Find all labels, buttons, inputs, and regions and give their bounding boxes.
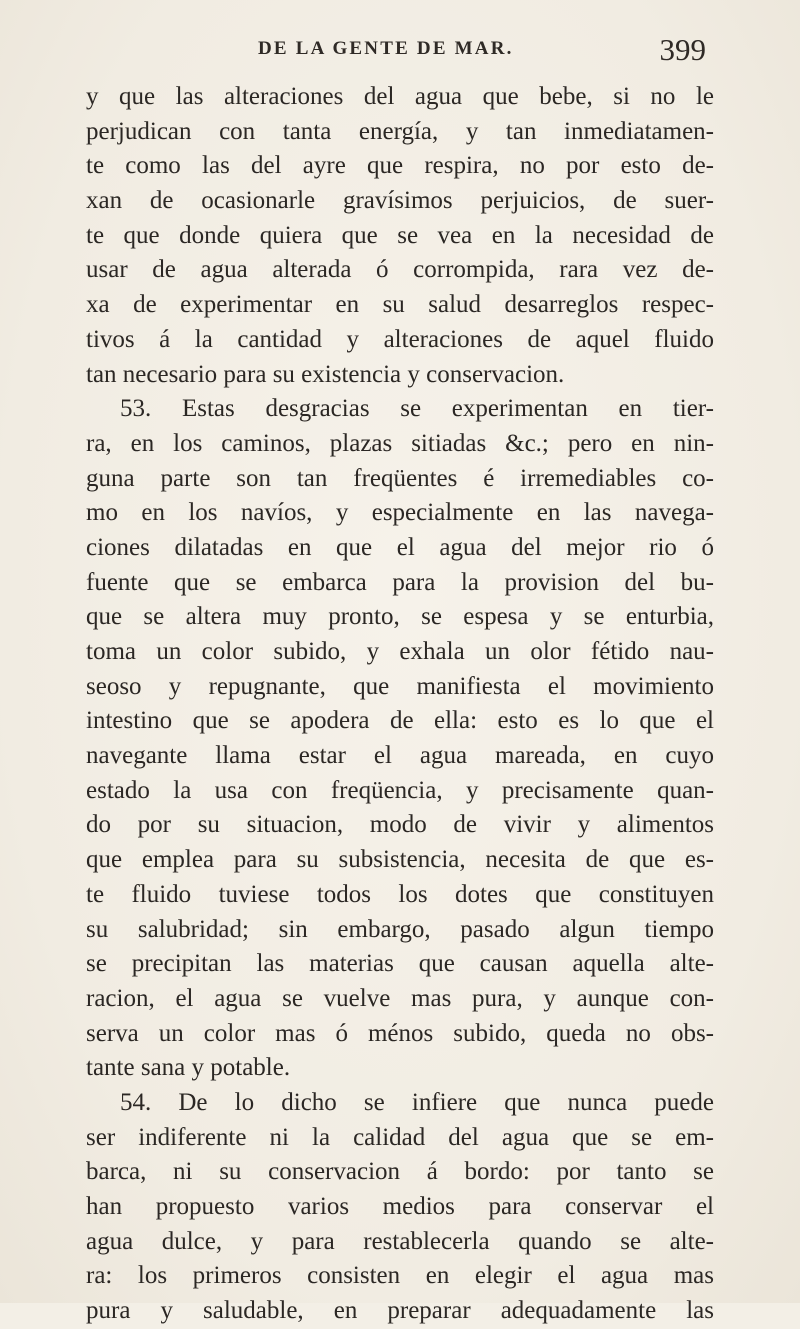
text-line: han propuesto varios medios para conservar el bbox=[86, 1193, 714, 1220]
text-line: intestino que se apodera de ella: esto es lo que el bbox=[86, 707, 714, 735]
text-line: que emplea para su subsistencia, necesita de que es- bbox=[86, 846, 714, 874]
paragraph-54-start: 54. De lo dicho se infiere que nunca puede bbox=[120, 1088, 714, 1116]
paragraph-53-start: 53. Estas desgracias se experimentan en tier- bbox=[120, 395, 714, 423]
text-line: xa de experimentar en su salud desarreglos respec- bbox=[86, 291, 714, 319]
text-line: se precipitan las materias que causan aquella alte- bbox=[86, 950, 714, 978]
text-line: perjudican con tanta energía, y tan inmediatamen- bbox=[86, 117, 714, 145]
text-line: te que donde quiera que se vea en la necesidad de bbox=[86, 221, 714, 249]
text-line: tivos á la cantidad y alteraciones de aquel fluido bbox=[86, 325, 714, 353]
text-line: que se altera muy pronto, se espesa y se enturbia, bbox=[86, 603, 714, 631]
text-line: te fluido tuviese todos los dotes que constituyen bbox=[86, 880, 714, 908]
text-line: mo en los navíos, y especialmente en las navega- bbox=[86, 499, 714, 527]
text-line: tante sana y potable. bbox=[86, 1054, 291, 1082]
text-line: estado la usa con freqüencia, y precisamente quan- bbox=[86, 776, 714, 804]
text-line: tan necesario para su existencia y conservacion. bbox=[86, 360, 565, 388]
text-line: agua dulce, y para restablecerla quando se alte- bbox=[86, 1227, 714, 1255]
text-line: xan de ocasionarle gravísimos perjuicios, de suer- bbox=[86, 187, 714, 215]
text-line: ser indiferente ni la calidad del agua que se em- bbox=[86, 1123, 714, 1151]
text-line: serva un color mas ó ménos subido, queda no obs- bbox=[86, 1019, 714, 1047]
text-line: racion, el agua se vuelve mas pura, y aunque con- bbox=[86, 984, 714, 1012]
text-line: su salubridad; sin embargo, pasado algun tiempo bbox=[86, 915, 714, 943]
text-line: fuente que se embarca para la provision del bu- bbox=[86, 568, 714, 596]
text-line: ra: los primeros consisten en elegir el agua mas bbox=[86, 1262, 714, 1290]
text-line: te como las del ayre que respira, no por esto de- bbox=[86, 152, 714, 180]
running-head: DE LA GENTE DE MAR. bbox=[258, 38, 514, 59]
text-line: guna parte son tan freqüentes é irremediables co- bbox=[86, 464, 714, 492]
text-line: seoso y repugnante, que manifiesta el movimiento bbox=[86, 672, 714, 700]
text-line: usar de agua alterada ó corrompida, rara vez de- bbox=[86, 256, 714, 284]
text-line: barca, ni su conservacion á bordo: por tanto se bbox=[86, 1158, 714, 1186]
text-line: ciones dilatadas en que el agua del mejor rio ó bbox=[86, 533, 714, 561]
page-number: 399 bbox=[659, 32, 706, 67]
page-header bbox=[86, 34, 706, 74]
text-line: y que las alteraciones del agua que bebe, si no le bbox=[86, 83, 714, 110]
text-line: pura y saludable, en preparar adequadamente las bbox=[86, 1297, 714, 1325]
text-line: toma un color subido, y exhala un olor fétido nau- bbox=[86, 638, 714, 665]
text-line: navegante llama estar el agua mareada, en cuyo bbox=[86, 742, 714, 770]
text-line: do por su situacion, modo de vivir y alimentos bbox=[86, 811, 714, 839]
text-line: ra, en los caminos, plazas sitiadas &c.; pero en nin- bbox=[86, 429, 714, 457]
body-text bbox=[86, 80, 714, 1329]
